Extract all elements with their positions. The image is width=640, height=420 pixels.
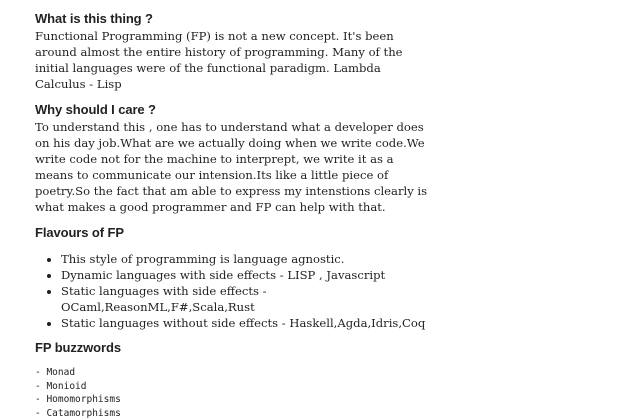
code-line: - Catamorphisms — [35, 407, 435, 420]
heading-why-care: Why should I care ? — [35, 101, 435, 119]
heading-buzzwords: FP buzzwords — [35, 339, 435, 357]
list-item: • Static languages with side effects - OCaml,ReasonML,F#,Scala,Rust — [61, 283, 435, 315]
list-item: • This style of programming is language agnostic. — [61, 251, 435, 267]
list-item: • Dynamic languages with side effects - LISP , Javascript — [61, 267, 435, 283]
code-line: - Monad — [35, 366, 435, 380]
flavours-list — [35, 251, 435, 331]
paragraph-what-is-this: Functional Programming (FP) is not a new concept. It's been around almost the entire history of programming. Many of the initial languages were of the functional paradigm. Lambda Calculus - Lisp — [35, 28, 435, 92]
heading-what-is-this: What is this thing ? — [35, 10, 435, 28]
paragraph-why-care: To understand this , one has to understand what a developer does on his day job.What are we actually doing when we write code.We write code not for the machine to interprept, we write it as a means to communicate our intension.Its like a little piece of poetry.So the fact that am able to express my intenstions clearly is what makes a good programmer and FP can help with that. — [35, 119, 435, 215]
code-line: - Monioid — [35, 380, 435, 394]
section-flavours — [35, 224, 435, 331]
section-buzzwords — [35, 339, 435, 420]
code-line: - Homomorphisms — [35, 393, 435, 407]
section-what-is-fp — [35, 10, 435, 92]
section-why-care — [35, 101, 435, 215]
buzzwords-code-block — [35, 366, 435, 420]
list-item: • Static languages without side effects - Haskell,Agda,Idris,Coq — [61, 315, 435, 331]
heading-flavours: Flavours of FP — [35, 224, 435, 242]
article-content — [35, 7, 435, 420]
